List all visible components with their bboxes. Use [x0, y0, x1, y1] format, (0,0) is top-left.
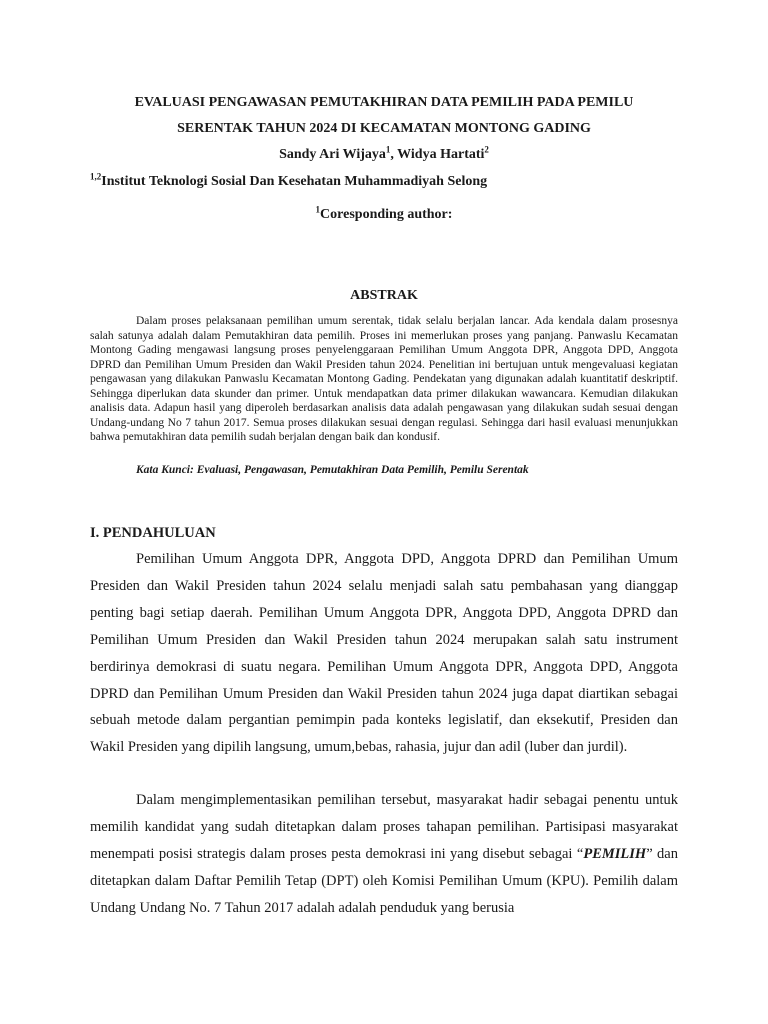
abstract-text: Dalam proses pelaksanaan pemilihan umum serentak, tidak selalu berjalan lancar. Ada kendala dalam prosesnya salah satunya adalah dalam Pemutakhiran data pemilih. Proses ini memerlukan proses yang panjang. Panwaslu Kecamatan Montong Gading mengawasi langsung proses penyelenggaraan Pemilihan Umum Anggota DPR, Anggota DPD, Anggota DPRD dan Pemilihan Umum Presiden dan Wakil Presiden tahun 2024. Penelitian ini bertujuan untuk mengevaluasi kegiatan pengawasan yang dilakukan Panwaslu Kecamatan Montong Gading. Pendekatan yang digunakan adalah kuantitatif deskriptif. Sehingga diperlukan data skunder dan primer. Untuk mendapatkan data primer dilakukan wawancara. Kemudian dilakukan analisis data. Adapun hasil yang diperoleh berdasarkan analisis data adalah pengawasan yang dilakukan sudah sesuai dengan Undang-undang No 7 tahun 2017. Semua proses dilakukan sesuai dengan regulasi. Sehingga dari hasil evaluasi menunjukkan bahwa pemutakhiran data pemilih sudah berjalan dengan baik dan kondusif.	[90, 315, 678, 443]
keywords-line: Kata Kunci: Evaluasi, Pengawasan, Pemutakhiran Data Pemilih, Pemilu Serentak	[136, 464, 529, 476]
paragraph-2-text-start: Dalam mengimplementasikan pemilihan tersebut, masyarakat hadir sebagai penentu untuk memilih kandidat yang sudah ditetapkan dalam proses tahapan pemilihan. Partisipasi masyarakat menempati posisi strategis dalam proses pesta demokrasi ini yang disebut sebagai “	[90, 792, 678, 862]
author-1-name: Sandy Ari Wijaya	[279, 147, 386, 162]
paper-title-line-1: EVALUASI PENGAWASAN PEMUTAKHIRAN DATA PEMILIH PADA PEMILU	[134, 95, 634, 110]
author-separator: ,	[390, 147, 398, 162]
body-paragraph-2	[90, 787, 678, 922]
affiliation-text: Institut Teknologi Sosial Dan Kesehatan Muhammadiyah Selong	[101, 174, 488, 189]
body-paragraph-1: Pemilihan Umum Anggota DPR, Anggota DPD, Anggota DPRD dan Pemilihan Umum Presiden dan Wakil Presiden tahun 2024 selalu menjadi salah satu pembahasan yang dianggap penting bagi setiap daerah. Pemilihan Umum Anggota DPR, Anggota DPD, Anggota DPRD dan Pemilihan Umum Presiden dan Wakil Presiden tahun 2024 merupakan salah satu instrument berdirinya demokrasi di suatu negara. Pemilihan Umum Anggota DPR, Anggota DPD, Anggota DPRD dan Pemilihan Umum Presiden dan Wakil Presiden tahun 2024 juga dapat diartikan sebagai sebuah metode dalam pergantian pemimpin pada konteks legislatif, dan eksekutif, Presiden dan Wakil Presiden yang dipilih langsung, umum,bebas, rahasia, jujur dan adil (luber dan jurdil).	[90, 551, 678, 756]
paragraph-2-text-end: ” dan ditetapkan dalam Daftar Pemilih Tetap (DPT) oleh Komisi Pemilihan Umum (KPU). Pemilih dalam Undang Undang No. 7 Tahun 2017 adalah adalah penduduk yang berusia	[90, 845, 678, 916]
author-2-name: Widya Hartati	[397, 147, 485, 162]
corresponding-author-line	[90, 206, 678, 224]
paper-title-line-2: SERENTAK TAHUN 2024 DI KECAMATAN MONTONG GADING	[177, 121, 591, 136]
author-line	[90, 146, 678, 164]
affiliation-superscript: 1,2	[90, 171, 102, 182]
emphasized-term-pemilih: PEMILIH	[583, 845, 647, 862]
author-2-superscript: 2	[484, 144, 489, 155]
affiliation-line	[90, 173, 690, 191]
section-heading-introduction: I. PENDAHULUAN	[90, 525, 216, 541]
corresponding-superscript: 1	[315, 204, 321, 215]
abstract-heading: ABSTRAK	[350, 288, 418, 303]
author-1-superscript: 1	[385, 144, 391, 155]
corresponding-author-label: Coresponding author:	[320, 207, 453, 222]
